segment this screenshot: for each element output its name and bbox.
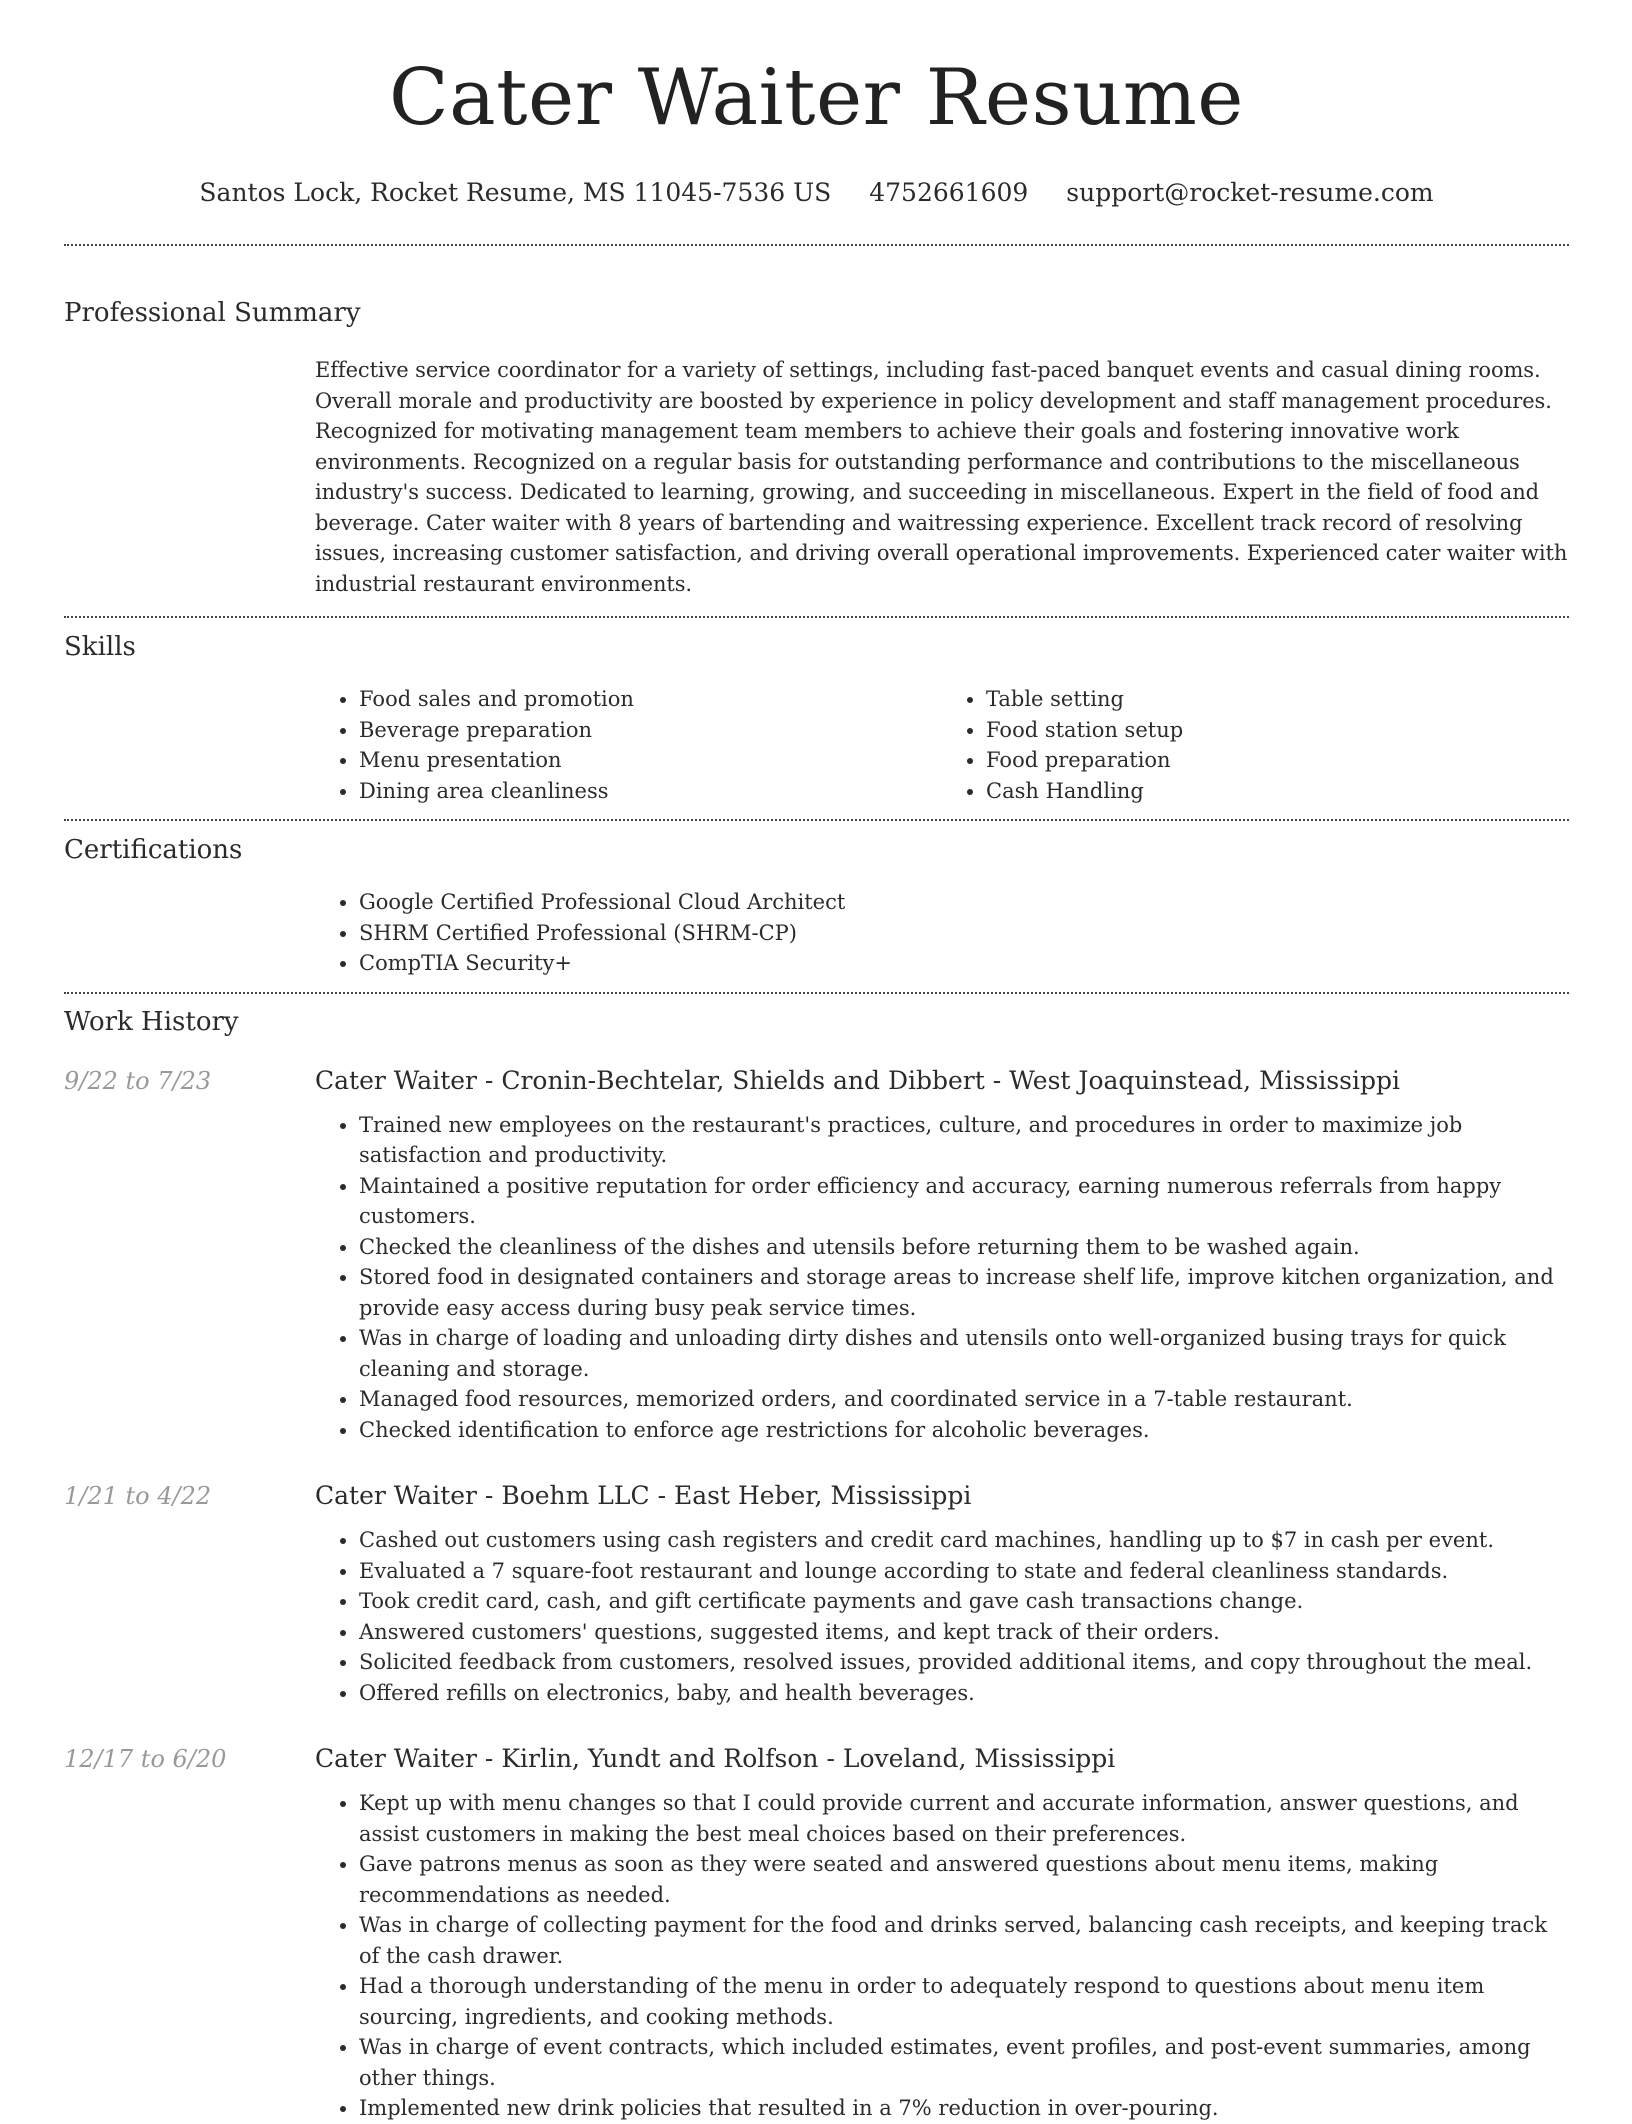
list-item: • Had a thorough understanding of the menu in order to adequately respond to questions about menu item sourcing, ingredients, and cooking methods. [359,1971,1569,2032]
list-item: • Cash Handling [986,776,1569,807]
divider [64,992,1569,994]
list-item: • Checked identification to enforce age restrictions for alcoholic beverages. [359,1415,1569,1446]
summary-section [64,296,1569,599]
job-entry [64,1479,1569,1708]
resume-page [64,0,1569,2124]
summary-heading: Professional Summary [64,298,361,328]
job-title: Cater Waiter - Cronin-Bechtelar, Shields and Dibbert - West Joaquinstead, Mississippi [315,1065,1400,1095]
list-item: • Cashed out customers using cash registers and credit card machines, handling up to $7 in cash per event. [359,1525,1569,1556]
list-item: • Stored food in designated containers and storage areas to increase shelf life, improve kitchen organization, and provide easy access during busy peak service times. [359,1262,1569,1323]
contact-address: Santos Lock, Rocket Resume, MS 11045-7536 US [199,178,832,207]
list-item: • CompTIA Security+ [359,948,1569,979]
work-heading: Work History [64,1006,239,1037]
list-item: • Google Certified Professional Cloud Architect [359,887,1569,918]
list-item: • Evaluated a 7 square-foot restaurant and lounge according to state and federal cleanliness standards. [359,1556,1569,1587]
list-item: • Beverage preparation [359,715,942,746]
list-item: • Answered customers' questions, suggested items, and kept track of their orders. [359,1617,1569,1648]
list-item: • Solicited feedback from customers, resolved issues, provided additional items, and copy throughout the meal. [359,1647,1569,1678]
list-item: • Dining area cleanliness [359,776,942,807]
resume-title: Cater Waiter Resume [389,53,1244,143]
divider [64,244,1569,246]
certifications-heading: Certifications [64,835,243,865]
job-title: Cater Waiter - Kirlin, Yundt and Rolfson - Loveland, Mississippi [315,1744,1116,1773]
list-item: • Managed food resources, memorized orders, and coordinated service in a 7-table restaurant. [359,1384,1569,1415]
list-item: • Was in charge of loading and unloading dirty dishes and utensils onto well-organized busing trays for quick cleaning and storage. [359,1323,1569,1384]
contact-line [64,176,1569,210]
list-item: • Took credit card, cash, and gift certificate payments and gave cash transactions change. [359,1586,1569,1617]
list-item: • Was in charge of collecting payment for the food and drinks served, balancing cash receipts, and keeping track of the cash drawer. [359,1910,1569,1971]
list-item: • Kept up with menu changes so that I could provide current and accurate information, answer questions, and assist customers in making the best meal choices based on their preferences. [359,1788,1569,1849]
certifications-list [315,887,1569,979]
list-item: • Menu presentation [359,745,942,776]
certifications-section [64,833,1569,979]
job-dates: 1/21 to 4/22 [64,1482,212,1510]
list-item: • Gave patrons menus as soon as they were seated and answered questions about menu items, making recommendations as needed. [359,1849,1569,1910]
skills-list-right [942,684,1569,806]
skills-list-left [315,684,942,806]
list-item: • Checked the cleanliness of the dishes and utensils before returning them to be washed again. [359,1232,1569,1263]
job-bullets [315,1525,1569,1708]
job-title: Cater Waiter - Boehm LLC - East Heber, Mississippi [315,1481,972,1510]
skills-section [64,630,1569,806]
list-item: • Trained new employees on the restaurant's practices, culture, and procedures in order to maximize job satisfaction and productivity. [359,1110,1569,1171]
divider [64,616,1569,618]
job-bullets [315,1788,1569,2124]
contact-phone: 4752661609 [869,178,1029,207]
list-item: • Food sales and promotion [359,684,942,715]
divider [64,819,1569,821]
work-section [64,1005,1569,2124]
job-entry [64,1064,1569,1446]
job-dates: 9/22 to 7/23 [64,1066,212,1095]
list-item: • Offered refills on electronics, baby, and health beverages. [359,1678,1569,1709]
summary-text: Effective service coordinator for a variety of settings, including fast-paced banquet events and casual dining rooms. Overall morale and productivity are boosted by experience in policy development and staff management procedures. Recognized for motivating management team members to achieve their goals and fostering innovative work environments. Recognized on a regular basis for outstanding performance and contributions to the miscellaneous industry's success. Dedicated to learning, growing, and succeeding in miscellaneous. Expert in the field of food and beverage. Cater waiter with 8 years of bartending and waitressing experience. Excellent track record of resolving issues, increasing customer satisfaction, and driving overall operational improvements. Experienced cater waiter with industrial restaurant environments. [315,358,1568,596]
job-dates: 12/17 to 6/20 [64,1745,227,1773]
skills-heading: Skills [64,632,136,662]
list-item: • Maintained a positive reputation for order efficiency and accuracy, earning numerous referrals from happy customers. [359,1171,1569,1232]
list-item: • Table setting [986,684,1569,715]
contact-email: support@rocket-resume.com [1066,178,1434,207]
list-item: • Was in charge of event contracts, which included estimates, event profiles, and post-event summaries, among other things. [359,2032,1569,2093]
list-item: • Food preparation [986,745,1569,776]
list-item: • SHRM Certified Professional (SHRM-CP) [359,918,1569,949]
job-entry [64,1742,1569,2124]
list-item: • Food station setup [986,715,1569,746]
job-bullets [315,1110,1569,1446]
list-item: • Implemented new drink policies that resulted in a 7% reduction in over-pouring. [359,2093,1569,2124]
